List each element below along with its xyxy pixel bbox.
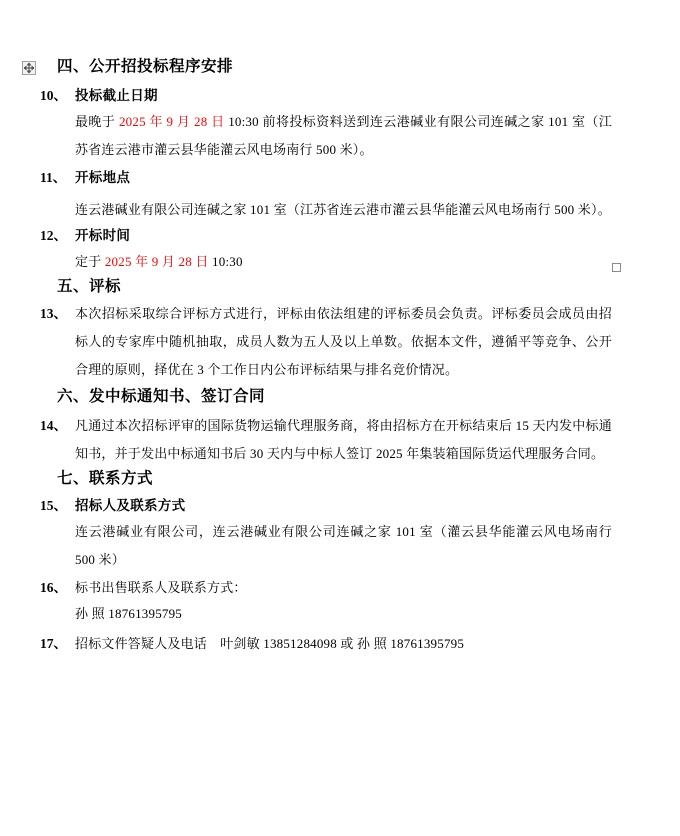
item-17-paragraph: 招标文件答疑人及电话 叶剑敏 13851284098 或 孙 照 18761395795 xyxy=(75,636,465,651)
item-11-paragraph: 连云港碱业有限公司连碱之家 101 室（江苏省连云港市灌云县华能灌云风电场南行 500 米）。 xyxy=(75,202,611,217)
four-way-arrow-glyph xyxy=(24,63,34,73)
item-17-row xyxy=(40,630,680,658)
item-12-title: 开标时间 xyxy=(75,228,131,243)
item-15-paragraph: 连云港碱业有限公司，连云港碱业有限公司连碱之家 101 室（灌云县华能灌云风电场南行 500 米） xyxy=(75,524,612,567)
item-12-number: 12、 xyxy=(40,228,67,243)
item-16-title: 标书出售联系人及联系方式： xyxy=(75,580,247,595)
section-heading-5: 五、评标 xyxy=(57,278,122,295)
item-14-paragraph: 凡通过本次招标评审的国际货物运输代理服务商，将由招标方在开标结束后 15 天内发中标通知书，并于发出中标通知书后 30 天内与中标人签订 2025 年集装箱国际货运代理服务合同。 xyxy=(75,418,612,461)
item-17-number: 17、 xyxy=(40,636,67,651)
item-16-title-row xyxy=(40,578,680,598)
item-13-paragraph: 本次招标采取综合评标方式进行，评标由依法组建的评标委员会负责。评标委员会成员由招标人的专家库中随机抽取，成员人数为五人及以上单数。依据本文件，遵循平等竞争、公开合理的原则，择优在 3 个工作日内公布评标结果与排名竞价情况。 xyxy=(75,306,612,377)
item-16-number: 16、 xyxy=(40,580,67,595)
item-10-date-highlight: 2025 年 9 月 28 日 xyxy=(118,114,225,129)
move-handle-icon[interactable] xyxy=(22,61,36,75)
anchor-square-icon xyxy=(612,263,621,272)
item-10-title-row xyxy=(40,86,680,106)
item-12-paragraph xyxy=(75,248,612,276)
item-12-text-pre: 定于 xyxy=(75,254,105,269)
item-16-paragraph: 孙 照 18761395795 xyxy=(75,606,182,621)
item-13-number: 13、 xyxy=(40,306,67,321)
item-15-number: 15、 xyxy=(40,498,67,513)
item-10-title: 投标截止日期 xyxy=(75,88,158,103)
item-11-number: 11、 xyxy=(40,170,67,185)
section-heading-6: 六、发中标通知书、签订合同 xyxy=(57,388,266,405)
item-14-number: 14、 xyxy=(40,418,67,433)
item-15-title: 招标人及联系方式 xyxy=(75,498,186,513)
item-12-text-post: 10:30 xyxy=(208,254,243,269)
item-10-text-pre: 最晚于 xyxy=(75,114,119,129)
section-heading-7: 七、联系方式 xyxy=(57,470,154,487)
item-12-title-row xyxy=(40,226,680,246)
item-10-number: 10、 xyxy=(40,88,67,103)
item-11-title-row xyxy=(40,168,680,188)
item-10-text-post: 10:30 前将投标资料送到连云港碱业有限公司连碱之家 101 室（江苏省连云港市灌云县华能灌云风电场南行 500 米）。 xyxy=(75,114,613,157)
item-15-title-row xyxy=(40,496,680,516)
item-13-row xyxy=(40,300,680,384)
item-11-title: 开标地点 xyxy=(75,170,131,185)
item-10-paragraph xyxy=(75,108,612,164)
item-14-row xyxy=(40,412,680,468)
section-heading-4: 四、公开招投标程序安排 xyxy=(57,58,234,75)
item-12-date-highlight: 2025 年 9 月 28 日 xyxy=(104,254,209,269)
